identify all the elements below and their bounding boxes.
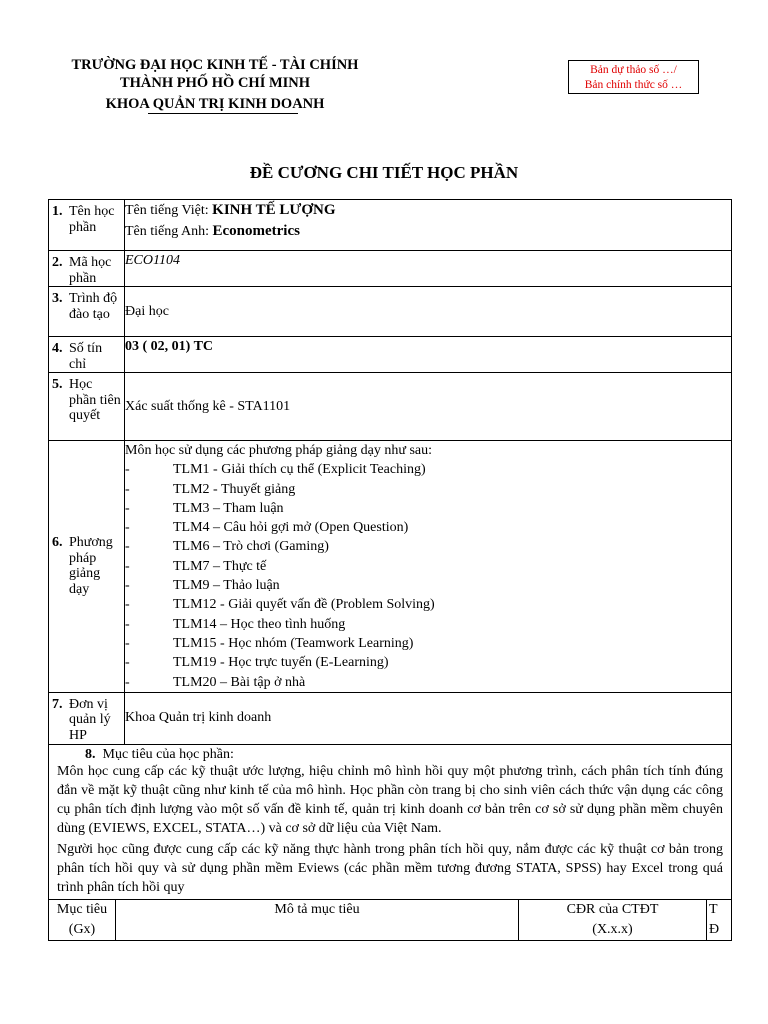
row-label: Số tín chỉ (69, 341, 103, 372)
row-training-level (49, 287, 732, 337)
row-label-cell (49, 200, 125, 251)
objectives-heading: 8. Mục tiêu của học phần: (85, 746, 234, 762)
en-course-name: Econometrics (212, 223, 300, 239)
university-header (40, 56, 390, 114)
row-label: Học phần tiên quyết (69, 377, 121, 423)
row-label: Tên học phần (69, 204, 115, 235)
list-item: - TLM6 – Trò chơi (Gaming) (125, 539, 329, 555)
list-item: - TLM20 – Bài tập ở nhà (125, 674, 306, 690)
draft-line2: Bản chính thức số … (584, 79, 683, 91)
row-label: Phương pháp giảng dạy (69, 535, 113, 597)
row-number: 5. (52, 377, 63, 392)
col-goal-description: Mô tả mục tiêu (116, 899, 519, 940)
row-number: 7. (52, 696, 63, 712)
row-label: Mã học phần (69, 255, 112, 286)
training-level-value: Đại học (125, 287, 732, 337)
prerequisite-value: Xác suất thống kê - STA1101 (125, 373, 732, 441)
objectives-paragraph-1: Môn học cung cấp các kỹ thuật ước lượng, hiệu chỉnh mô hình hồi quy một phương trình, cách phân tích tính đúng đắn về mặt kỹ thuật cũng như kinh tế của mô hình. Học phần còn trang bị cho sinh viên cách thức vận dụng các công cụ phân tích định lượng vào một số vấn đề kinh tế, quản trị kinh doanh cơ bản trên cơ sở sử dụng phần mềm chuyên dùng (EVIEWS, EXCEL, STATA…) và cơ sở dữ liệu của Việt Nam. (57, 763, 723, 836)
col-goal-id: Mục tiêu (Gx) (49, 899, 116, 940)
credits-value: 03 ( 02, 01) TC (125, 337, 732, 373)
department-name: KHOA QUẢN TRỊ KINH DOANH (105, 96, 325, 112)
list-item: - TLM7 – Thực tế (125, 558, 267, 574)
row-prerequisite (49, 373, 732, 441)
list-item: - TLM15 - Học nhóm (Teamwork Learning) (125, 635, 414, 651)
row-label: Đơn vị quản lý HP (69, 696, 111, 743)
row-number: 3. (52, 291, 63, 306)
list-item: - TLM9 – Thảo luận (125, 578, 280, 594)
en-name-prefix: Tên tiếng Anh: (125, 224, 213, 239)
course-objectives-cell (49, 744, 732, 940)
row-value-cell (125, 200, 732, 251)
department-underline (148, 113, 298, 114)
row-number: 4. (52, 341, 63, 356)
university-name-line1: TRƯỜNG ĐẠI HỌC KINH TẾ - TÀI CHÍNH (71, 57, 359, 73)
row-number: 1. (52, 204, 63, 219)
row-number: 2. (52, 255, 63, 270)
list-item: - TLM3 – Tham luận (125, 500, 284, 516)
document-title: ĐỀ CƯƠNG CHI TIẾT HỌC PHẦN (249, 163, 519, 182)
row-managing-unit (49, 692, 732, 744)
row-course-code (49, 251, 732, 287)
vn-course-name: KINH TẾ LƯỢNG (212, 202, 336, 218)
draft-status-box (568, 60, 699, 94)
row-number: 6. (52, 535, 63, 551)
row-teaching-methods (49, 441, 732, 693)
objectives-paragraph-2: Người học cũng được cung cấp các kỹ năng thực hành trong phân tích hồi quy, nắm được các kỹ thuật cơ bản trong phân tích hồi quy và sử dụng phần mềm Eviews (các phần mềm tương đương STATA, SPSS) hay Excel trong quá trình phân tích hồi quy (57, 841, 723, 895)
objectives-table (49, 899, 731, 940)
list-item: - TLM19 - Học trực tuyến (E-Learning) (125, 655, 389, 671)
list-item: - TLM12 - Giải quyết vấn đề (Problem Solving) (125, 597, 435, 613)
col-program-outcome: CĐR của CTĐT (X.x.x) (519, 899, 707, 940)
row-label: Trình độ đào tạo (69, 291, 118, 322)
course-code-value: ECO1104 (125, 251, 732, 287)
list-item: - TLM2 - Thuyết giảng (125, 481, 296, 497)
row-course-objectives (49, 744, 732, 940)
row-course-name (49, 200, 732, 251)
list-item: - TLM14 – Học theo tình huống (125, 616, 346, 632)
row-credits (49, 337, 732, 373)
university-name-line2: THÀNH PHỐ HỒ CHÍ MINH (119, 75, 311, 91)
teaching-methods-cell (125, 441, 732, 693)
teaching-methods-intro: Môn học sử dụng các phương pháp giảng dạy như sau: (125, 443, 433, 458)
draft-line1: Bản dự thảo số …/ (590, 64, 677, 76)
course-outline-table (48, 199, 732, 941)
col-truncated: T Đ (707, 899, 732, 940)
list-item: - TLM4 – Câu hỏi gợi mở (Open Question) (125, 520, 409, 536)
vn-name-prefix: Tên tiếng Việt: (125, 203, 213, 218)
list-item: - TLM1 - Giải thích cụ thể (Explicit Teaching) (125, 462, 426, 478)
managing-unit-value: Khoa Quản trị kinh doanh (125, 692, 732, 744)
